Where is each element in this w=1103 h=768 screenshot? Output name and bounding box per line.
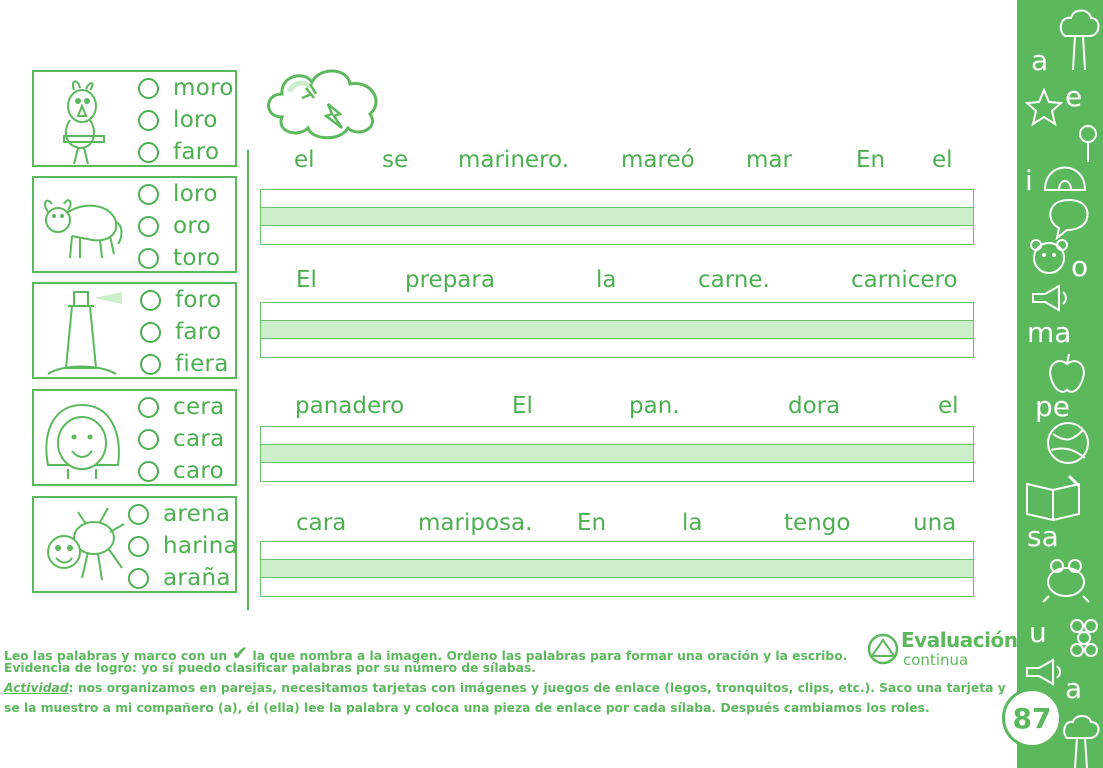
option-radio[interactable] [140, 290, 161, 311]
sentence-word: la [682, 510, 703, 536]
sidebar-letter: sa [1027, 520, 1059, 553]
lighthouse-icon [38, 288, 126, 378]
option-label: oro [173, 213, 211, 239]
tree-icon [1057, 6, 1101, 72]
evaluation-subtitle: continua [903, 651, 969, 669]
option-label: loro [173, 181, 218, 207]
option-label: araña [163, 565, 231, 591]
tree-icon [1061, 712, 1101, 768]
sidebar-letter: pe [1035, 390, 1070, 423]
instruction-text: Leo las palabras y marco con un [4, 649, 228, 663]
sentence-word: el [938, 393, 959, 419]
item-box-5 [32, 496, 237, 593]
frog-icon [1041, 552, 1091, 604]
option-radio[interactable] [128, 568, 149, 589]
option-label: arena [163, 501, 231, 527]
sentence-word: la [596, 267, 617, 293]
sidebar-letter: ma [1027, 316, 1072, 349]
sentence-word: prepara [405, 267, 495, 293]
writing-lines-4[interactable] [260, 541, 974, 597]
option-label: caro [173, 458, 224, 484]
option-label: faro [173, 139, 220, 165]
sidebar-letter: e [1065, 80, 1083, 113]
instruction-line-4: se la muestro a mi compañero (a), él (ella) lee la palabra y coloca una pieza de enlace por cada sílaba. Después cambiamos los roles. [4, 701, 930, 715]
item-box-2 [32, 176, 237, 273]
option-radio[interactable] [138, 110, 159, 131]
sentence-word: tengo [784, 510, 851, 536]
item-box-4 [32, 389, 237, 486]
sentence-word: mariposa. [418, 510, 533, 536]
megaphone-icon [1031, 284, 1071, 312]
writing-lines-1[interactable] [260, 189, 974, 245]
star-icon [1025, 88, 1063, 126]
activity-label: Actividad [4, 681, 69, 695]
option-radio[interactable] [138, 429, 159, 450]
parrot-icon [38, 76, 126, 166]
sidebar-letter: a [1031, 44, 1049, 77]
speech-bubble-icon [1047, 196, 1091, 240]
page-number: 87 [1002, 688, 1062, 748]
sentence-word: el [932, 147, 953, 173]
option-radio[interactable] [138, 78, 159, 99]
evaluation-logo-icon [866, 632, 900, 666]
instruction-text: la que nombra a la imagen. Ordeno las palabras para formar una oración y la escribo. [252, 649, 848, 663]
bull-icon [38, 182, 126, 272]
sentence-word: mar [746, 147, 792, 173]
option-radio[interactable] [128, 504, 149, 525]
sentence-word: pan. [629, 393, 680, 419]
option-radio[interactable] [138, 142, 159, 163]
face-icon [38, 395, 126, 485]
option-radio[interactable] [140, 322, 161, 343]
sidebar-letter: i [1025, 164, 1033, 197]
sentence-word: En [856, 147, 886, 173]
sentence-word: marinero. [458, 147, 570, 173]
option-radio[interactable] [138, 216, 159, 237]
spider-icon [38, 502, 126, 592]
book-icon [1025, 474, 1083, 522]
option-label: loro [173, 107, 218, 133]
sentence-word: El [296, 267, 317, 293]
sentence-word: se [382, 147, 409, 173]
option-radio[interactable] [128, 536, 149, 557]
sentence-word: En [577, 510, 607, 536]
writing-lines-2[interactable] [260, 302, 974, 358]
sentence-word: carnicero [851, 267, 958, 293]
sentence-word: el [294, 147, 315, 173]
option-label: moro [173, 75, 234, 101]
sidebar-letter: u [1029, 616, 1047, 649]
apple-icon [1047, 352, 1087, 396]
divider-line [247, 150, 249, 610]
item-box-1 [32, 70, 237, 167]
option-label: harina [163, 533, 238, 559]
option-label: cera [173, 394, 225, 420]
option-label: faro [175, 319, 222, 345]
writing-lines-3[interactable] [260, 426, 974, 482]
sidebar-letter: a [1065, 672, 1083, 705]
check-icon: ✔ [231, 641, 249, 665]
bear-icon [1027, 236, 1071, 276]
option-radio[interactable] [140, 354, 161, 375]
instruction-text: : nos organizamos en parejas, necesitamos tarjetas con imágenes y juegos de enlace (legos, tronquitos, clips, etc.). Saco una tarjeta y [68, 681, 1006, 695]
option-label: cara [173, 426, 225, 452]
instruction-line-3 [4, 681, 1006, 695]
option-radio[interactable] [138, 248, 159, 269]
option-radio[interactable] [138, 184, 159, 205]
sidebar-letter: o [1071, 250, 1089, 283]
option-label: fiera [175, 351, 229, 377]
sentence-word: una [913, 510, 957, 536]
ball-icon [1045, 420, 1091, 466]
sentence-word: mareó [621, 147, 695, 173]
grapes-icon [1067, 612, 1101, 664]
instruction-line-2: Evidencia de logro: yo sí puedo clasificar palabras por su número de sílabas. [4, 661, 536, 675]
sentence-word: panadero [295, 393, 405, 419]
option-label: toro [173, 245, 221, 271]
thought-cloud-icon [262, 62, 387, 144]
option-radio[interactable] [138, 461, 159, 482]
igloo-icon [1043, 156, 1087, 192]
evaluation-title: Evaluación [901, 628, 1018, 652]
megaphone-icon [1025, 658, 1065, 686]
item-box-3 [32, 282, 237, 379]
sentence-word: carne. [698, 267, 770, 293]
sentence-word: dora [788, 393, 841, 419]
sentence-word: El [512, 393, 533, 419]
option-radio[interactable] [138, 397, 159, 418]
sentence-word: cara [296, 510, 347, 536]
sidebar [1017, 0, 1103, 768]
option-label: foro [175, 287, 222, 313]
